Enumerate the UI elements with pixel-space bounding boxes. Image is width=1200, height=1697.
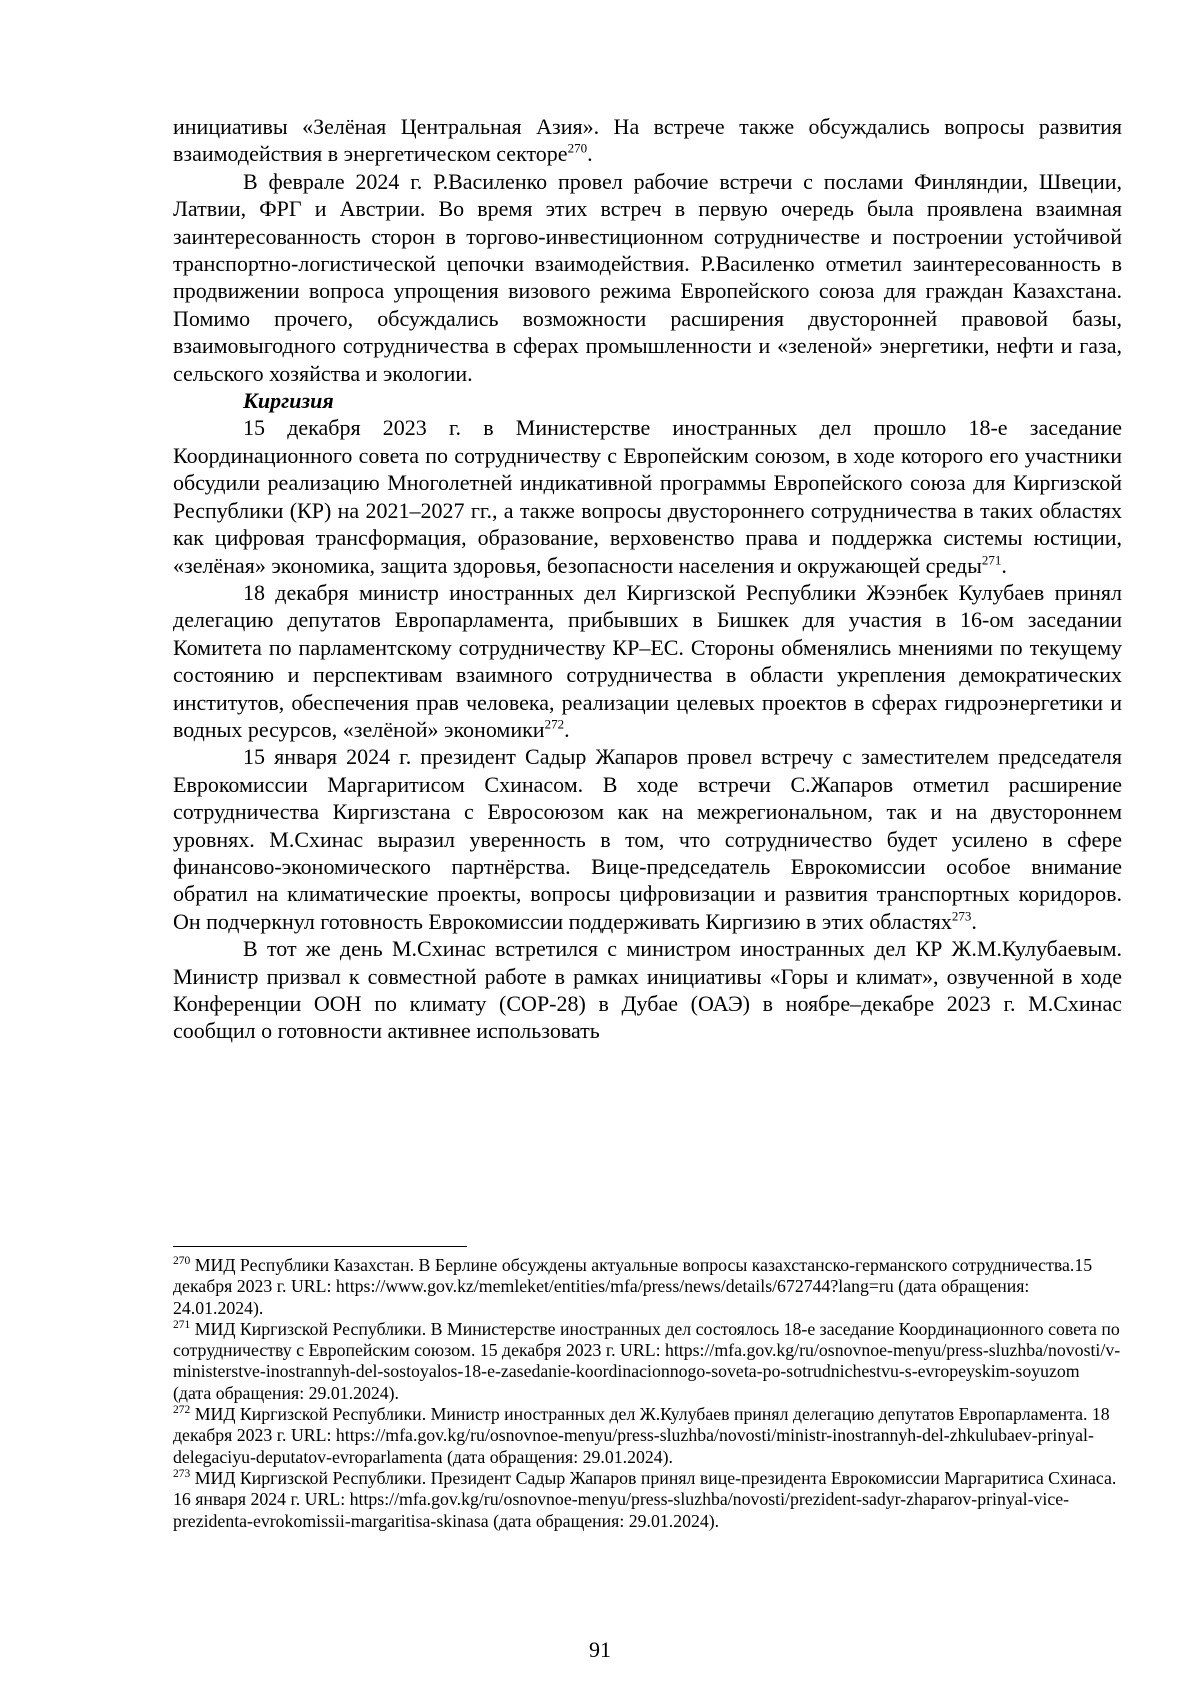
page-number: 91: [589, 1637, 611, 1662]
paragraph-6: [173, 935, 1122, 1045]
paragraph-5-end: .: [971, 908, 977, 934]
paragraph-2-text: В феврале 2024 г. Р.Василенко провел рабочие встречи с послами Финляндии, Швеции, Латвии, ФРГ и Австрии. Во время этих встреч в первую очередь была проявлена взаимная заинтересованность сторон в торгово-инвестиционном сотрудничестве и построении устойчивой транспортно-логистической цепочки взаимодействия. Р.Василенко отметил заинтересованность в продвижении вопроса упрощения визового режима Европейского союза для граждан Казахстана. Помимо прочего, обсуждались возможности расширения двусторонней правовой базы, взаимовыгодного сотрудничества в сферах промышленности и «зеленой» энергетики, нефти и газа, сельского хозяйства и экологии.: [173, 168, 1122, 386]
footnotes: [173, 1255, 1122, 1532]
footnote-number: 273: [173, 1468, 191, 1481]
section-heading: Киргизия: [243, 388, 334, 414]
footnote-text: МИД Киргизской Республики. Министр иностранных дел Ж.Кулубаев принял делегацию депутатов Европарламента. 18 декабря 2023 г. URL: https://mfa.gov.kg/ru/osnovnoe-menyu/press-sluzhba/novosti/ministr-inostrannyh-del-zhkulubaev-prinyal-delegaciyu-deputatov-evroparlamenta (дата обращения: 29.01.2024).: [173, 1404, 1110, 1467]
footnote-ref-270[interactable]: 270: [567, 141, 588, 157]
footnote-number: 272: [173, 1404, 191, 1417]
paragraph-1: [173, 113, 1122, 168]
paragraph-1-end: .: [587, 141, 593, 167]
paragraph-5: [173, 743, 1122, 935]
paragraph-6-text: В тот же день М.Схинас встретился с министром иностранных дел КР Ж.М.Кулубаевым. Министр призвал к совместной работе в рамках инициативы «Горы и климат», озвученной в ходе Конференции ООН по климату (COP-28) в Дубае (ОАЭ) в ноябре–декабре 2023 г. М.Схинас сообщил о готовности активнее использовать: [173, 936, 1122, 1044]
paragraph-3-end: .: [1001, 552, 1007, 578]
paragraph-4-text: 18 декабря министр иностранных дел Киргизской Республики Жээнбек Кулубаев принял делегацию депутатов Европарламента, прибывших в Бишкек для участия в 16-ом заседании Комитета по парламентскому сотрудничеству КР–ЕС. Стороны обменялись мнениями по текущему состоянию и перспективам взаимного сотрудничества в области укрепления демократических институтов, обеспечения прав человека, реализации целевых проектов в сферах гидроэнергетики и водных ресурсов, «зелёной» экономики: [173, 579, 1122, 742]
footnote-text: МИД Киргизской Республики. Президент Садыр Жапаров принял вице-президента Еврокомиссии Маргаритиса Схинаса. 16 января 2024 г. URL: https://mfa.gov.kg/ru/osnovnoe-menyu/press-sluzhba/novosti/prezident-sadyr-zhaparov-prinyal-vice-prezidenta-evrokomissii-margaritisa-skinasa (дата обращения: 29.01.2024).: [173, 1467, 1117, 1531]
footnote-272: [173, 1404, 1122, 1468]
paragraph-5-text: 15 января 2024 г. президент Садыр Жапаров провел встречу с заместителем председателя Еврокомиссии Маргаритисом Схинасом. В ходе встречи С.Жапаров отметил расширение сотрудничества Киргизстана с Евросоюзом как на межрегиональном, так и на двустороннем уровнях. М.Схинас выразил уверенность в том, что сотрудничество будет усилено в сфере финансово-экономического партнёрства. Вице-председатель Еврокомиссии особое внимание обратил на климатические проекты, вопросы цифровизации и развития транспортных коридоров. Он подчеркнул готовность Еврокомиссии поддерживать Киргизию в этих областях: [173, 744, 1122, 934]
paragraph-1-text: инициативы «Зелёная Центральная Азия». На встрече также обсуждались вопросы развития взаимодействия в энергетическом секторе: [173, 114, 1122, 167]
footnote-271: [173, 1319, 1122, 1404]
paragraph-4-end: .: [564, 716, 570, 742]
footnote-ref-271[interactable]: 271: [981, 552, 1002, 568]
footnote-ref-273[interactable]: 273: [951, 908, 972, 924]
footnote-ref-272[interactable]: 272: [544, 716, 565, 732]
paragraph-3-text: 15 декабря 2023 г. в Министерстве иностранных дел прошло 18-е заседание Координационного совета по сотрудничеству с Европейским союзом, в ходе которого его участники обсудили реализацию Многолетней индикативной программы Европейского союза для Киргизской Республики (КР) на 2021–2027 гг., а также вопросы двустороннего сотрудничества в таких областях как цифровая трансформация, образование, верховенство права и поддержка системы юстиции, «зелёная» экономика, защита здоровья, безопасности населения и окружающей среды: [173, 415, 1122, 578]
footnote-270: [173, 1255, 1122, 1319]
footnote-text: МИД Республики Казахстан. В Берлине обсуждены актуальные вопросы казахстанско-германского сотрудничества.15 декабря 2023 г. URL: https://www.gov.kz/memleket/entities/mfa/press/news/details/672744?lang=ru (дата обращения: 24.01.2024).: [173, 1255, 1093, 1318]
paragraph-3: [173, 414, 1122, 578]
footnote-number: 270: [173, 1255, 191, 1268]
footnote-divider: [173, 1246, 467, 1247]
body-text: [173, 113, 1122, 1045]
footnote-number: 271: [173, 1318, 191, 1331]
paragraph-2: [173, 168, 1122, 387]
footnote-text: МИД Киргизской Республики. В Министерстве иностранных дел состоялось 18-е заседание Координационного совета по сотрудничеству с Европейским союзом. 15 декабря 2023 г. URL: https://mfa.gov.kg/ru/osnovnoe-menyu/press-sluzhba/novosti/v-ministerstve-inostrannyh-del-sostoyalos-18-e-zasedanie-koordinacionnogo-soveta-po-sotrudnichestvu-s-evropeyskim-soyuzom (дата обращения: 29.01.2024).: [173, 1318, 1121, 1403]
footnote-273: [173, 1468, 1122, 1532]
paragraph-4: [173, 579, 1122, 743]
